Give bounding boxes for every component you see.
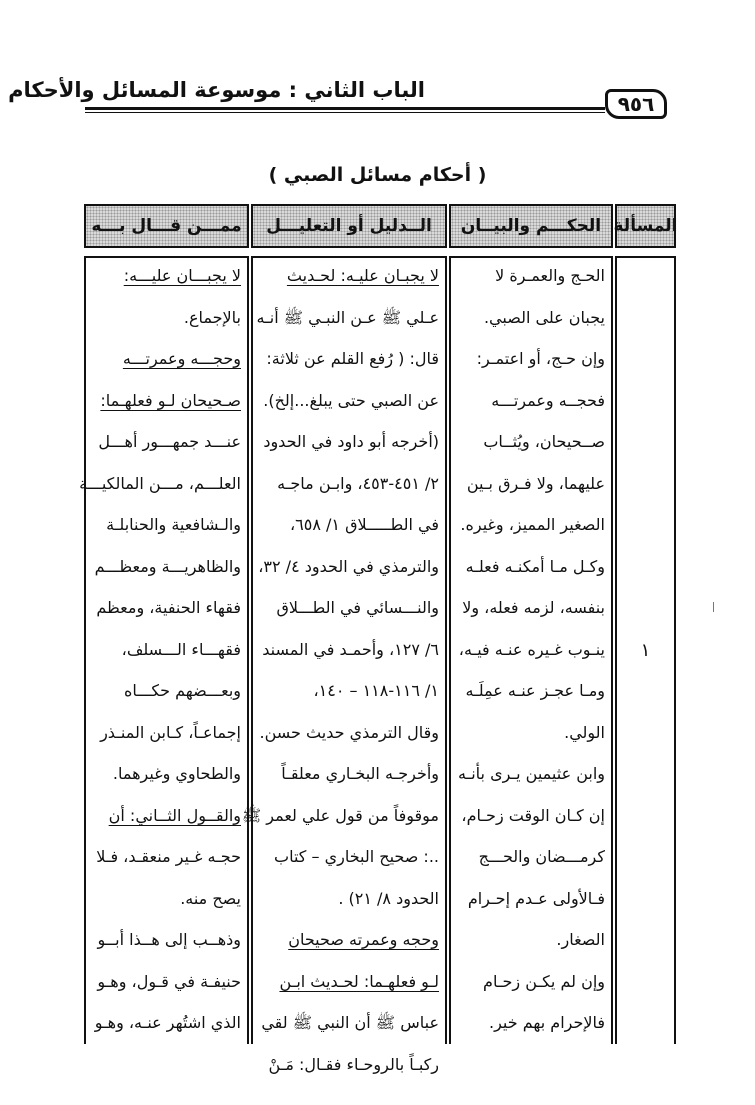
text-line: لـو فعلهـما: لحـديث ابـن (279, 971, 439, 991)
text-line: ٦/ ١٢٧، وأحمـد في المسند (262, 639, 439, 659)
header-evidence: الــدليل أو التعليـــل (251, 204, 447, 248)
text-line: صـحيحان لـو فعلهـما: (100, 390, 241, 410)
header-sayers: ممـــن قـــال بـــه (84, 204, 249, 248)
ruling-column (449, 256, 613, 1044)
text-line: حجـه غـير منعقـد، فـلا (96, 847, 241, 866)
text-line: الولي. (564, 722, 605, 742)
text-line: إجماعـاً، كـابن المنـذر (100, 722, 241, 742)
text-line: وكـل مـا أمكنـه فعلـه (465, 556, 605, 576)
text-line: عن الصبي حتى يبلغ...إلخ). (263, 390, 439, 410)
text-line: ومـا عجـز عنـه عمِلَـه (465, 681, 605, 700)
text-line: وحجه وعمرته صحيحان (288, 930, 439, 949)
text-line: والـشافعية والحنابلـة (106, 515, 241, 534)
header-issue: المسألة (615, 204, 676, 248)
text-line: ..: صحيح البخاري – كتاب (274, 847, 439, 866)
evidence-column (241, 256, 447, 1074)
text-line: الذي اشتُهر عنـه، وهـو (94, 1013, 241, 1032)
text-line: عباس ﷺ أن النبي ﷺ لقي (261, 1013, 439, 1032)
text-line: والطحاوي وغيرهما. (112, 764, 241, 783)
header-ruling: الحكـــم والبيــان (449, 204, 613, 248)
text-line: الصغير المميز، وغيره. (460, 515, 605, 534)
header-rule-thin (85, 112, 605, 113)
issue-number: ١ (640, 640, 651, 661)
text-line: قال: ( رُفع القلم عن ثلاثة: (266, 349, 439, 368)
header-title: الباب الثاني : موسوعة المسائل والأحكام (8, 78, 425, 102)
text-line: والترمذي في الحدود ٤/ ٣٢، (258, 556, 439, 576)
text-line: وبعـــضهم حكـــاه (124, 681, 241, 700)
text-line: يصح منه. (180, 888, 241, 908)
text-line: العلـــم، مـــن المالكيـــة (79, 473, 241, 493)
page-number-badge: ٩٥٦ (605, 89, 667, 119)
text-line: عـلي ﷺ عـن النبـي ﷺ أنـه (256, 307, 439, 327)
text-line: فقهـــاء الـــسلف، (121, 639, 241, 659)
text-line: الحـج والعمـرة لا (495, 266, 605, 285)
text-line: يجبان على الصبي. (483, 307, 605, 327)
text-line: والقــول الثــاني: أن (108, 805, 241, 825)
text-line: والظاهريـــة ومعظـــم (94, 556, 241, 576)
text-line: بنفسه، لزمه فعله، ولا (462, 598, 605, 617)
text-line: فالإحرام بهم خير. (489, 1013, 605, 1032)
text-line: فحجــه وعمرتـــه (491, 390, 605, 410)
issue-column (615, 256, 676, 1044)
rulings-table (79, 204, 678, 1074)
text-line: حنيفـة في قـول، وهـو (97, 971, 241, 991)
text-line: وابن عثيمين يـرى بأنـه (457, 764, 605, 783)
text-line: ١/ ١١٦-١١٨ – ١٤٠، (313, 681, 439, 700)
text-line: ٢/ ٤٥١-٤٥٣، وابـن ماجـه (277, 473, 439, 493)
text-line: وذهــب إلى هــذا أبــو (97, 930, 241, 949)
text-line: صــحيحان، ويُثــاب (483, 432, 605, 451)
text-line: فقهاء الحنفية، ومعظم (96, 598, 241, 617)
text-line: الحدود ٨/ ٢١) . (338, 888, 439, 908)
text-line: ركبـاً بالروحـاء فقـال: مَـنْ (268, 1054, 439, 1074)
text-line: وقال الترمذي حديث حسن. (259, 722, 439, 742)
text-line: وأخرجـه البخـاري معلقـاً (281, 764, 439, 783)
text-line: والنـــسائي في الطـــلاق (276, 598, 439, 617)
text-line: عليهما، ولا فـرق بـين (466, 473, 605, 493)
text-line: لا يجبـــان عليـــه: (123, 266, 241, 285)
text-line: فـالأولى عـدم إحـرام (467, 888, 605, 908)
text-line: الصغار. (556, 930, 605, 949)
text-line: بالإجماع. (183, 307, 241, 327)
text-line: كرمـــضان والحـــج (478, 847, 605, 866)
section-title: ( أحكام مسائل الصبي ) (268, 164, 487, 186)
text-line: عنـــد جمهـــور أهـــل (98, 432, 241, 451)
text-line: موقوفاً من قول علي لعمر ﷺ (241, 805, 439, 825)
header-rule (85, 107, 605, 110)
margin-tick (713, 602, 714, 612)
sayers-column (79, 256, 249, 1044)
text-line: في الطـــــلاق ١/ ٦٥٨، (289, 515, 439, 534)
text-line: لا يجبـان عليـه: لحـديث (286, 266, 439, 285)
text-line: وإن حـج، أو اعتمـر: (476, 349, 605, 368)
text-line: إن كـان الوقت زحـام، (461, 805, 605, 825)
text-line: وحجـــه وعمرتـــه (122, 349, 241, 368)
text-line: وإن لم يكـن زحـام (483, 971, 605, 991)
text-line: (أخرجه أبو داود في الحدود (263, 432, 439, 451)
text-line: ينـوب غـيره عنـه فيـه، (458, 639, 605, 659)
